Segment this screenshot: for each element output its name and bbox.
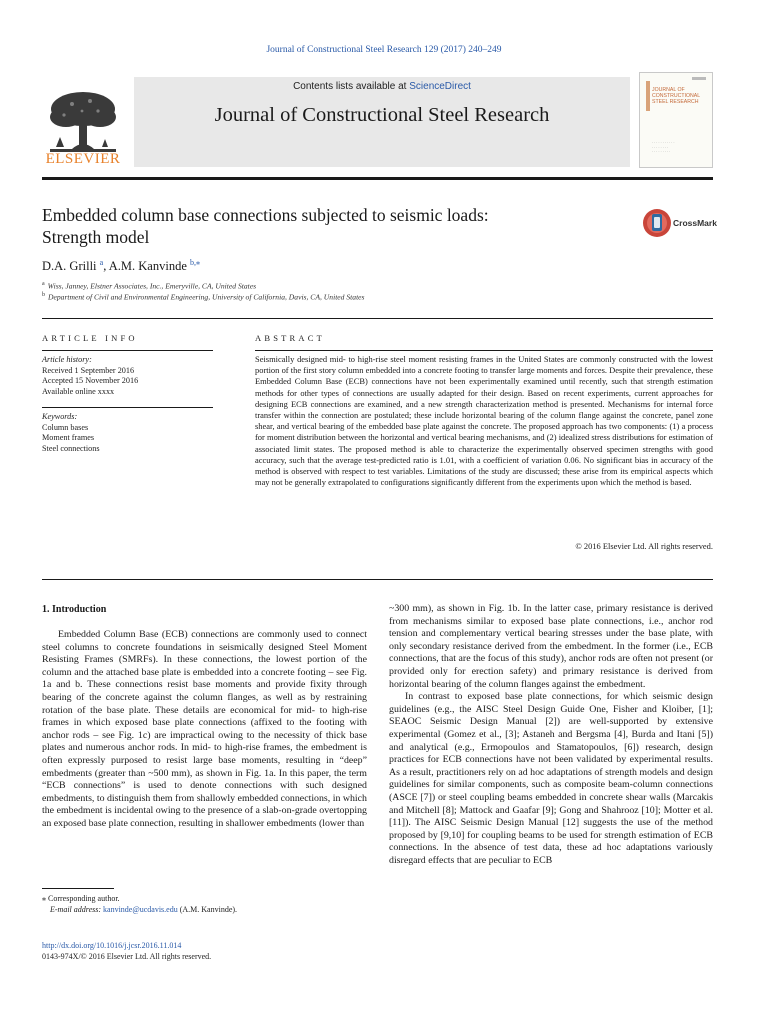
journal-title[interactable]: Journal of Constructional Steel Research bbox=[214, 104, 550, 126]
introduction-heading: 1. Introduction bbox=[42, 604, 107, 615]
keywords-rule bbox=[42, 407, 213, 408]
affiliation-b bbox=[42, 292, 365, 302]
paper-title bbox=[42, 204, 602, 248]
received-date: Received 1 September 2016 bbox=[42, 365, 135, 375]
affiliation-b-text: Department of Civil and Environmental Engineering, University of California, Davis, CA, United States bbox=[48, 292, 365, 302]
cover-fineprint: · · · · · · · · · · · · · · · · · · · · · · · · · · · · bbox=[652, 141, 675, 154]
abstract-copyright: © 2016 Elsevier Ltd. All rights reserved. bbox=[575, 541, 713, 551]
keywords bbox=[42, 412, 100, 454]
email-label: E-mail address: bbox=[50, 905, 104, 914]
keyword-item: Steel connections bbox=[42, 443, 100, 453]
crossmark-icon[interactable] bbox=[642, 208, 672, 238]
issn-line: 0143-974X/© 2016 Elsevier Ltd. All rights reserved. bbox=[42, 952, 212, 961]
corresponding-author-note: ⁎ Corresponding author. bbox=[42, 894, 120, 903]
cover-title: JOURNAL OF CONSTRUCTIONAL STEEL RESEARCH bbox=[652, 87, 700, 105]
intro-right-paragraph-1: ~300 mm), as shown in Fig. 1b. In the latter case, primary resistance is derived from mechanisms similar to exposed base plate connections, i.e., anchor rod tension and complementary vertical bearing stresses under the base plate, with only secondary resistance derived from the embedment. In the former (i.e., ECB connections, that are the focus of this study), anchor rods are often not present (or provided only for erection safety) and primary resistance is derived from horizontal bearing of the column flanges against the embedment. bbox=[389, 603, 713, 690]
sciencedirect-link[interactable]: ScienceDirect bbox=[409, 81, 471, 92]
article-info-heading: ARTICLE INFO bbox=[42, 333, 138, 343]
author-separator[interactable]: , A.M. Kanvinde bbox=[103, 259, 191, 274]
authors bbox=[42, 258, 200, 274]
title-line-2: Strength model bbox=[42, 227, 150, 247]
affiliation-a-mark: a bbox=[42, 281, 45, 287]
affiliation-a bbox=[42, 281, 256, 291]
author-1-affil-mark[interactable]: a bbox=[99, 258, 104, 267]
history-label: Article history: bbox=[42, 355, 92, 364]
intro-right-paragraph-2: In contrast to exposed base plate connections, for which seismic design guidelines (e.g., the AISC Steel Design Guide One, Fisher and Kloiber, [1]; SEAOC Seismic Design Manual [2]) are well-supported by extensive experimental (Gomez et al., [3]; Astaneh and Bergsma [4], Burda and Itani [5]) and analytical (e.g., Ermopoulos and Stamatopoulos, [6]) research, design practices for ECB connections have not been validated by experimental results. As a result, practitioners rely on ad hoc adaptations of strength models and design guidelines for similar components, such as composite beam-column connections (ASCE [7]) or steel coupling beams embedded in concrete shear walls (Marcakis and Mitchell [8]; Mattock and Gaafar [9]; Gong and Shahrooz [10]; Motter et al. [11]). The AISC Seismic Design Manual [12] suggests the use of the method proposed by [9,10] for coupling beams to be used for strength estimation of ECB connections. In the absence of test data, these ad hoc adaptations variously disregard effects that are peculiar to ECB bbox=[389, 691, 713, 866]
header-rule bbox=[42, 177, 713, 180]
author-1[interactable]: D.A. Grilli bbox=[42, 259, 100, 274]
article-info-rule bbox=[42, 350, 213, 351]
email-link[interactable]: kanvinde@ucdavis.edu bbox=[103, 905, 178, 914]
doi-link[interactable]: http://dx.doi.org/10.1016/j.jcsr.2016.11.014 bbox=[42, 941, 182, 950]
abstract-heading: ABSTRACT bbox=[255, 333, 325, 343]
intro-left-column: Embedded Column Base (ECB) connections are commonly used to connect steel columns to concrete foundations in seismically designed Steel Moment Resisting Frames (SMRFs). In these connections, the lowest portion of the column and the attached base plate is embedded into a concrete footing – see Fig. 1a and b. These connections resist base moments and provide fixity through bearing of the concrete against the column flanges, as well as by restraining rotation of the base plate. These details are economical for mid- to high-rise frames in which exposed base plate connections (affixed to the footing with anchor rods – see Fig. 1c) are impractical owing to the necessity of thick base plates and numerous anchor rods. In mid- to high-rise frames, the embedment is often expressly purposed to resist large base moments, resulting in “deep” embedments (greater than ~500 mm), as shown in Fig. 1a. In this paper, the term “ECB connections” is used to denote connections with such designed embedments, to distinguish them from shallowly embedded connections, in which the embedment is incidental owing to the presence of a slab-on-grade overtopping an exposed base plate connection, resulting in shallower embedments (lower than bbox=[42, 629, 367, 829]
footnote bbox=[42, 893, 367, 915]
contents-prefix: Contents lists available at bbox=[293, 81, 410, 92]
author-2-affil-mark[interactable]: b,⁎ bbox=[190, 258, 201, 267]
affiliation-a-text: Wiss, Janney, Elstner Associates, Inc., Emeryville, CA, United States bbox=[47, 281, 257, 291]
journal-reference[interactable]: Journal of Constructional Steel Research 129 (2017) 240–249 bbox=[266, 45, 502, 55]
online-date: Available online xxxx bbox=[42, 386, 115, 396]
abstract-text: Seismically designed mid- to high-rise steel moment resisting frames in the United States are commonly constructed with the lowest portion of the first story column embedded into a concrete footing to transfer large moments and forces. Despite their prevalence, these Embedded Column Base (ECB) connections have not been experimentally examined until recently, such that strength estimation methods for other types of connections are usually adapted for their design. Based on recent experiments, current approaches for designing ECB connections are examined, and a new strength characterization method is presented. Mechanisms for internal force transfer within the connection are postulated; these include horizontal bearing of the column flange against the concrete, panel zone shear, and vertical bearing of the embedded base plate against the concrete. The proposed approach has two components: (1) a process for moment distribution between the horizontal and vertical bearing mechanisms, and (2) idealized stress distributions for estimation of associated limit states. The proposed method is able to characterize the experimentally observed specimen strengths with good accuracy, such that the average test-predicted ratio is 1.01, with a coefficient of variation 0.06. No significant bias in accuracy of the method is observed with respect to test variables. Limitations of the study are discussed; these arise from its empirical aspects which may not be generally extrapolated to configurations significantly different from the experiments upon which the method is based. bbox=[255, 354, 713, 488]
doi-block bbox=[42, 940, 211, 962]
cover-accent-bar bbox=[646, 81, 650, 111]
title-line-1: Embedded column base connections subjected to seismic loads: bbox=[42, 205, 489, 225]
email-line bbox=[42, 904, 367, 915]
crossmark-label[interactable]: CrossMark bbox=[673, 218, 717, 228]
abstract-rule bbox=[255, 350, 713, 351]
footnote-rule bbox=[42, 888, 114, 889]
journal-cover-thumbnail[interactable] bbox=[639, 72, 713, 168]
keyword-item: Column bases bbox=[42, 422, 89, 432]
intro-right-column bbox=[389, 603, 713, 867]
affiliation-b-mark: b bbox=[42, 292, 45, 298]
publisher-wordmark: ELSEVIER bbox=[45, 151, 121, 167]
abstract-bottom-rule bbox=[42, 579, 713, 580]
email-suffix: (A.M. Kanvinde). bbox=[177, 905, 238, 914]
keywords-label: Keywords: bbox=[42, 412, 78, 421]
accepted-date: Accepted 15 November 2016 bbox=[42, 376, 139, 385]
cover-marker bbox=[692, 77, 706, 80]
article-history bbox=[42, 355, 138, 397]
contents-line bbox=[134, 81, 630, 92]
keyword-item: Moment frames bbox=[42, 433, 95, 442]
info-top-rule bbox=[42, 318, 713, 319]
journal-banner bbox=[134, 77, 630, 167]
